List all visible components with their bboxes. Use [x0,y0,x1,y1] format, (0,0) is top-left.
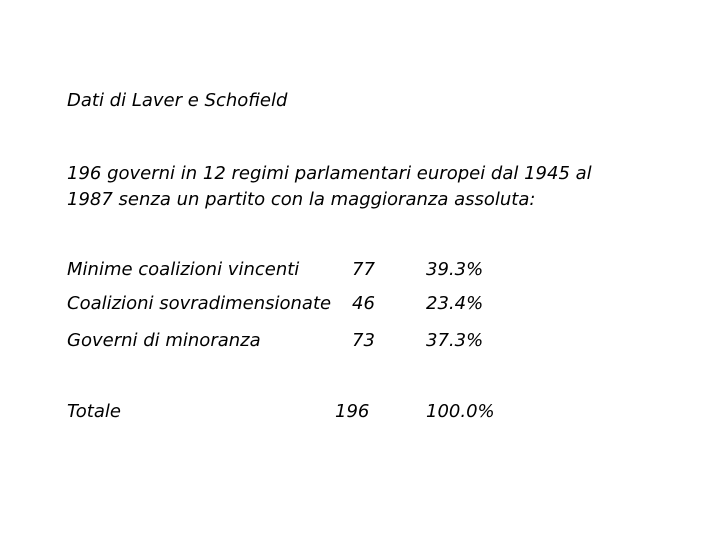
row-count: 73 [352,330,375,351]
row-count: 46 [352,293,375,314]
row-percent: 37.3% [426,330,484,351]
table-row-minority [0,328,720,354]
intro-line-1: 196 governi in 12 regimi parlamentari europei dal 1945 al [67,163,592,184]
row-percent: 39.3% [426,259,484,280]
total-count: 196 [335,401,370,422]
table-row-minimum-winning [0,257,720,283]
intro-text [67,161,592,213]
row-label: Governi di minoranza [67,330,261,351]
total-label: Totale [67,401,121,422]
row-count: 77 [352,259,375,280]
slide-title: Dati di Laver e Schofield [67,90,288,111]
row-percent: 23.4% [426,293,484,314]
row-label: Minime coalizioni vincenti [67,259,300,280]
table-row-total [0,399,720,425]
intro-line-2: 1987 senza un partito con la maggioranza assoluta: [67,189,536,210]
total-percent: 100.0% [426,401,495,422]
row-label: Coalizioni sovradimensionate [67,293,332,314]
table-row-oversized [0,291,720,317]
